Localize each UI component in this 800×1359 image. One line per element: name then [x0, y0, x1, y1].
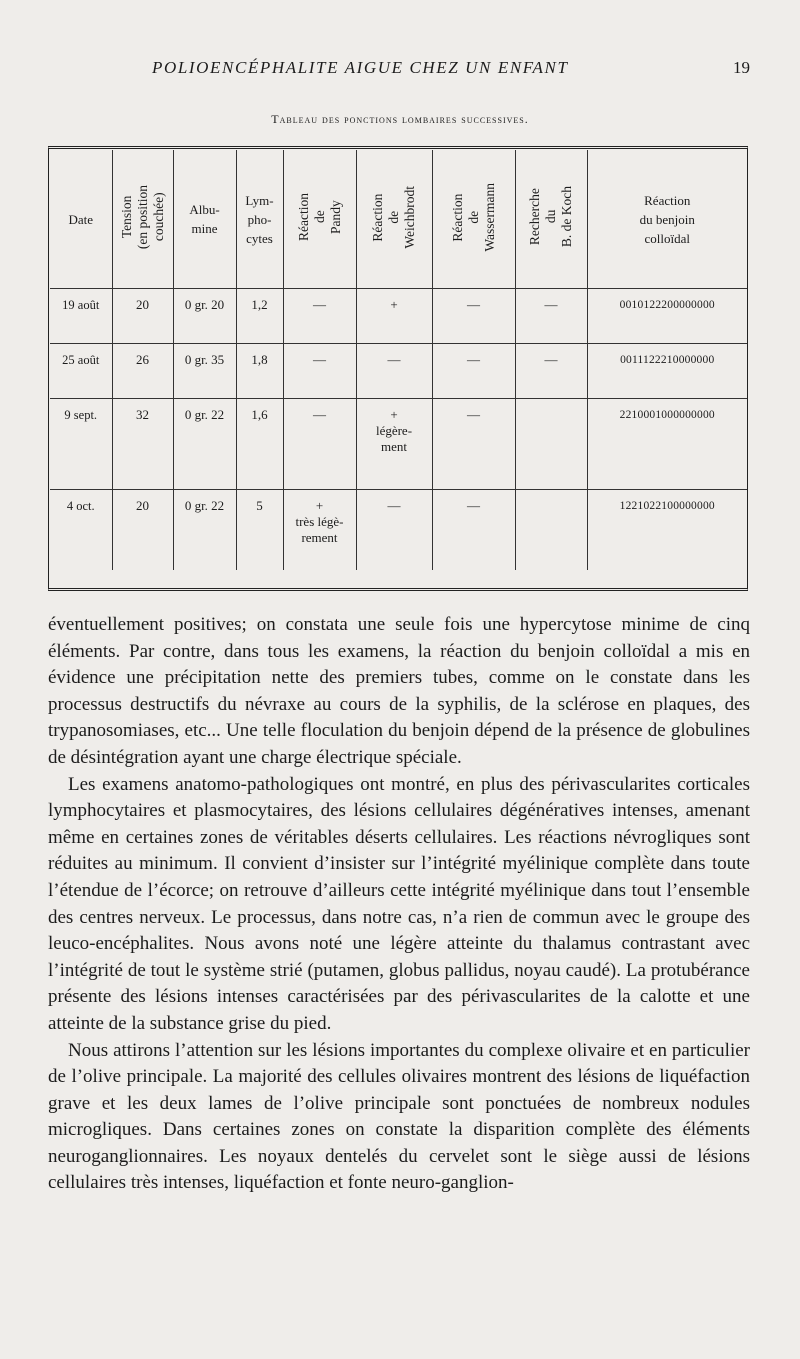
header-date: Date [50, 150, 112, 289]
cell-weichbrodt: — [356, 344, 432, 399]
page-number: 19 [733, 58, 750, 77]
paragraph: Nous attirons l’attention sur les lésions importantes du complexe olivaire et en particulier de l’olive principale. La majorité des cellules olivaires montrent des lésions de liquéfaction grave et les deux lames de l’olive principale sont ponctuées de nombreux nodules microgliques. Dans certaines zones on constate la disparition complète des éléments neuroganglionnaires. Les noyaux dentelés du cervelet sont le siège aussi de lésions cellulaires très intenses, liquéfaction et fonte neuro-ganglion- [48, 1039, 750, 1194]
cell-pandy: — [283, 399, 356, 490]
cell-koch [515, 490, 587, 571]
cell-date: 4 oct. [66, 499, 95, 513]
cell-pandy: + très légè- rement [283, 490, 356, 571]
header-benjoin: Réaction du benjoin colloïdal [587, 150, 747, 289]
cell-benjoin: 0011122210000000 [587, 344, 747, 399]
running-head-title: POLIOENCÉPHALITE AIGUE CHEZ UN ENFANT [152, 58, 569, 77]
cell-date: 25 août [50, 344, 112, 399]
table-row [50, 399, 747, 490]
table-title: Tableau des ponctions lombaires successives. [271, 112, 529, 126]
cell-lymphocytes: 1,2 [236, 289, 283, 344]
table-row [50, 344, 747, 399]
cell-wassermann: — [432, 289, 515, 344]
cell-wassermann: — [432, 344, 515, 399]
paragraph: éventuellement positives; on constata une seule fois une hypercytose minime de cinq éléments. Par contre, dans tous les examens, la réaction du benjoin colloïdal a mis en évidence une précipitation nette des premiers tubes, comme on le constate dans les processus destructifs du névraxe au cours de la syphilis, de la sclérose en plaques, des trypanosomiases, etc... Une telle floculation du benjoin dépend de la présence de globulines de désintégration ayant une charge électrique spéciale. [48, 614, 750, 768]
cell-koch [515, 399, 587, 490]
cell-albumine: 0 gr. 22 [173, 399, 236, 490]
cell-koch: — [515, 289, 587, 344]
table-header-row [50, 150, 747, 289]
cell-benjoin: 0010122200000000 [587, 289, 747, 344]
cell-pandy: — [283, 289, 356, 344]
cell-lymphocytes: 1,6 [236, 399, 283, 490]
header-tension: Tension (en position couchée) [112, 150, 173, 289]
cell-albumine: 0 gr. 35 [173, 344, 236, 399]
cell-date: 19 août [50, 289, 112, 344]
paragraph: Les examens anatomo-pathologiques ont montré, en plus des périvascularites corticales lymphocytaires et plasmocytaires, des lésions cellulaires dégénératives intenses, amenant même en certaines zones de véritables déserts cellulaires. Les réactions névrogliques sont réduites au minimum. Il convient d’insister sur l’intégrité myélinique complète dans toute l’étendue de l’écorce; on retrouve d’ailleurs cette intégrité myélinique dans tout l’ensemble des centres nerveux. Le processus, dans notre cas, n’a rien de commun avec le groupe des leuco-encéphalites. Nous avons noté une légère atteinte du thalamus contrastant avec l’intégrité de tout le système strié (putamen, globus pallidus, noyau caudé). La protubérance présente des lésions intenses caractérisées par des périvascularites de la calotte et une atteinte de la substance grise du pied. [48, 773, 750, 1034]
cell-tension: 20 [112, 289, 173, 344]
table-row [50, 289, 747, 344]
cell-weichbrodt: + légère- ment [356, 399, 432, 490]
header-lymphocytes: Lym- pho- cytes [236, 150, 283, 289]
header-koch: Recherche du B. de Koch [515, 150, 587, 289]
cell-benjoin: 2210001000000000 [587, 399, 747, 490]
lumbar-puncture-table [50, 150, 747, 570]
header-pandy: Réaction de Pandy [283, 150, 356, 289]
table-row [50, 490, 747, 571]
header-albumine: Albu- mine [173, 150, 236, 289]
cell-albumine: 0 gr. 20 [173, 289, 236, 344]
cell-weichbrodt: — [356, 490, 432, 571]
cell-pandy: — [283, 344, 356, 399]
cell-koch: — [515, 344, 587, 399]
header-wassermann: Réaction de Wassermann [432, 150, 515, 289]
cell-lymphocytes: 5 [236, 490, 283, 571]
running-head [152, 58, 750, 82]
cell-date: 9 sept. [50, 399, 112, 490]
cell-benjoin: 1221022100000000 [587, 490, 747, 571]
cell-wassermann: — [432, 490, 515, 571]
cell-tension: 32 [112, 399, 173, 490]
cell-wassermann: — [432, 399, 515, 490]
cell-lymphocytes: 1,8 [236, 344, 283, 399]
body-text [48, 612, 750, 1197]
header-weichbrodt: Réaction de Weichbrodt [356, 150, 432, 289]
cell-tension: 20 [112, 490, 173, 571]
cell-weichbrodt: + [356, 289, 432, 344]
cell-albumine: 0 gr. 22 [173, 490, 236, 571]
cell-tension: 26 [112, 344, 173, 399]
